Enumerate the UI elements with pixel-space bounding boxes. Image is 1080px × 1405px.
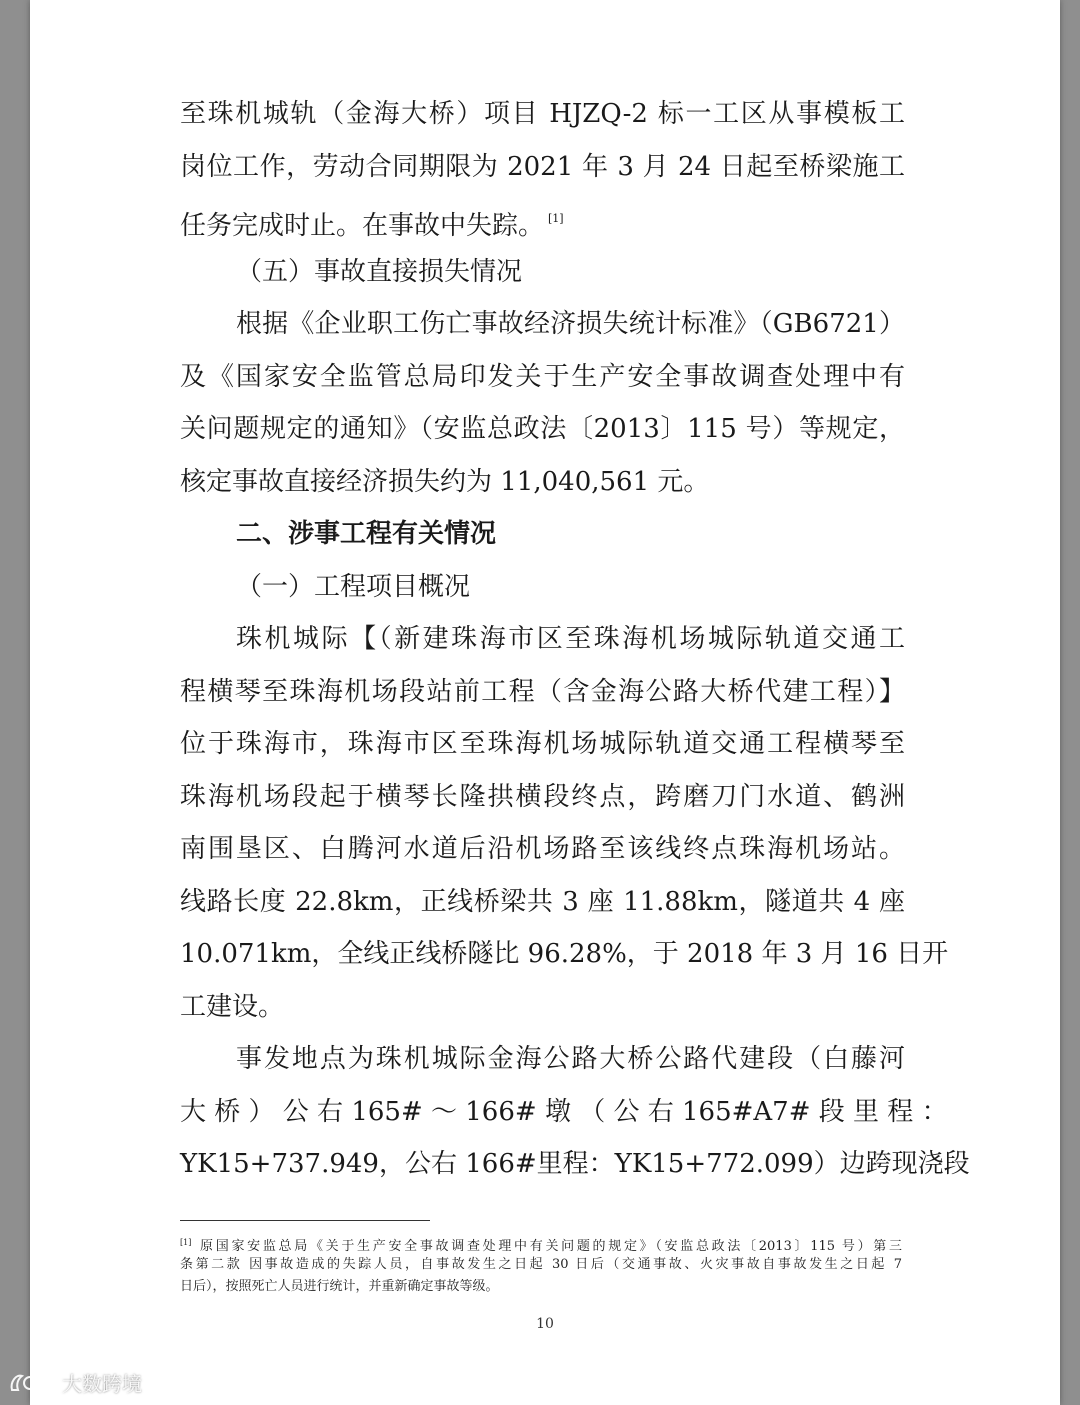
footnote-marker: [1] <box>180 1238 192 1247</box>
body-line: 10.071km，全线正线桥隧比 96.28%，于 2018 年 3 月 16 日开 <box>180 939 949 969</box>
body-line-text: 任务完成时止。在事故中失踪。 <box>180 211 545 241</box>
body-line: 程横琴至珠海机场段站前工程（含金海公路大桥代建工程）】 <box>180 676 905 707</box>
body-line: YK15+737.949，公右 166#里程：YK15+772.099）边跨现浇段 <box>180 1149 970 1179</box>
watermark-text: 大数跨境 <box>62 1372 142 1396</box>
watermark <box>8 1368 142 1397</box>
body-line: 工建设。 <box>180 991 285 1022</box>
footnote-divider <box>180 1220 430 1221</box>
body-line: 核定事故直接经济损失约为 11,040,561 元。 <box>180 466 710 497</box>
body-line: 南围垦区、白腾河水道后沿机场路至该线终点珠海机场站。 <box>180 834 905 864</box>
body-line: 珠机城际【（新建珠海市区至珠海机场城际轨道交通工 <box>236 624 905 654</box>
sub-heading: （一）工程项目概况 <box>236 571 471 602</box>
body-line: 及《国家安全监管总局印发关于生产安全事故调查处理中有 <box>180 361 905 392</box>
body-line: 根据《企业职工伤亡事故经济损失统计标准》（GB6721） <box>236 309 905 339</box>
footnote-line: 条第二款 因事故造成的失踪人员，自事故发生之日起 30 日后（交通事故、火灾事故自事故发生之日起 7 <box>180 1257 902 1272</box>
part-heading: 二、涉事工程有关情况 <box>236 519 497 549</box>
footnote-line: 日后），按照死亡人员进行统计，并重新确定事故等级。 <box>180 1279 499 1294</box>
footnote-text: 原国家安监总局《关于生产安全事故调查处理中有关问题的规定》（安监总政法〔2013〕115 号）第三 <box>197 1239 902 1254</box>
body-line: 关问题规定的通知》（安监总政法〔2013〕115 号）等规定， <box>180 414 905 444</box>
body-line: 岗位工作，劳动合同期限为 2021 年 3 月 24 日起至桥梁施工 <box>180 151 905 182</box>
section-heading: （五）事故直接损失情况 <box>236 256 523 287</box>
body-line: 至珠机城轨（金海大桥）项目 HJZQ-2 标一工区从事模板工 <box>180 99 905 129</box>
footnote-line <box>180 1232 902 1254</box>
body-line: 事发地点为珠机城际金海公路大桥公路代建段（白藤河 <box>236 1044 905 1074</box>
document-page <box>30 0 1060 1405</box>
page-body <box>180 88 970 1191</box>
body-line: 大 桥 ） 公 右 165# ～ 166# 墩 （ 公 右 165#A7# 段 里 程 ： <box>180 1096 948 1127</box>
body-line: 珠海机场段起于横琴长隆拱横段终点，跨磨刀门水道、鹤洲 <box>180 781 905 812</box>
footnote-reference[interactable]: [1] <box>548 212 564 225</box>
body-line <box>180 193 905 246</box>
footnote <box>180 1232 902 1298</box>
body-line: 线路长度 22.8km，正线桥梁共 3 座 11.88km，隧道共 4 座 <box>180 886 905 917</box>
page-number: 10 <box>536 1316 554 1332</box>
watermark-logo-icon <box>8 1370 54 1396</box>
body-line: 位于珠海市，珠海市区至珠海机场城际轨道交通工程横琴至 <box>180 729 905 759</box>
